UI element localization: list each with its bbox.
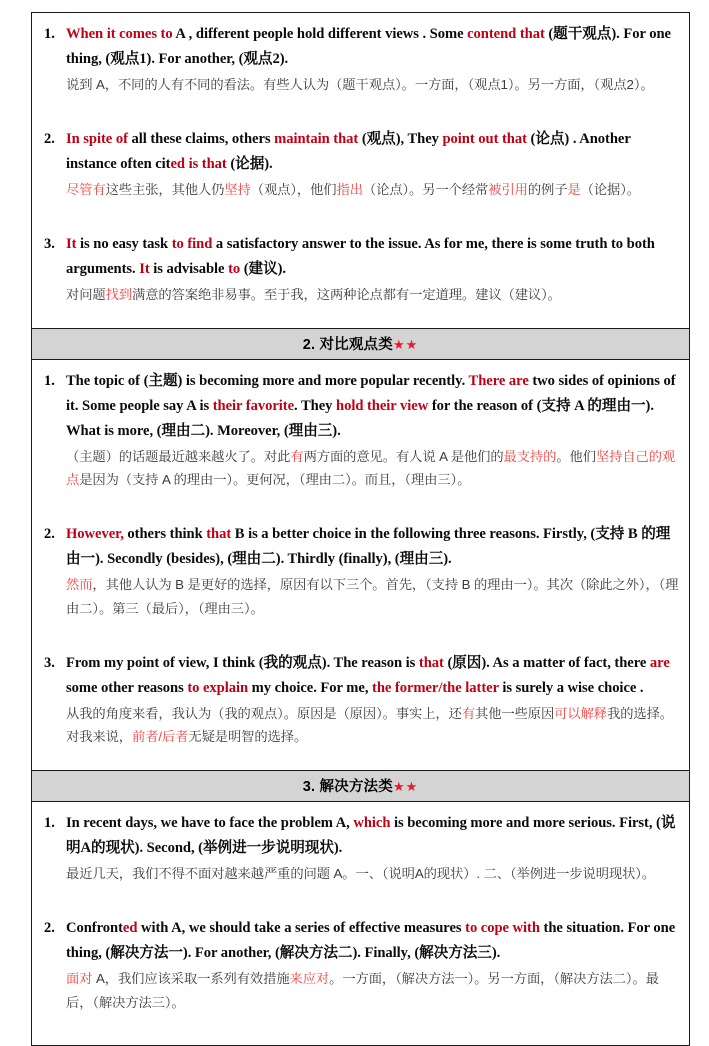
entry-number: 2. [44,130,55,147]
section-header-title: 3. 解决方法类 [302,779,393,796]
difficulty-stars-icon: ★★ [392,336,419,352]
en-highlight-run: When it comes to [66,26,173,42]
chinese-translation-text [66,862,679,886]
en-text-run: (题干观点). For one thing, (观点1). For another, (观点2). [66,26,671,68]
cn-highlight-run: 来应对 [289,971,330,987]
en-highlight-run: their favorite [212,397,295,414]
cn-text-run: 的例子 [527,182,568,198]
english-template-text [66,522,679,572]
cn-text-run: A，我们应该采取一系列有效措施 [92,971,290,987]
cn-highlight-run: 指出 [336,182,363,198]
en-text-run: In recent days, we have to face the problem A, [66,815,354,832]
cn-text-run: 从我的角度来看，我认为（我的观点）。原因是（原因）。事实上，还 [66,705,462,721]
entry-number: 1. [44,815,55,832]
en-text-run: is advisable [149,260,229,277]
entry-body [66,22,679,97]
en-highlight-run: It [139,260,150,277]
english-template-text [66,369,679,444]
cn-highlight-run: 被引用 [488,182,528,198]
chinese-translation-text [66,967,679,1014]
en-text-run: is becoming more and more serious. First, (说明A的现状). Second, (举例进一步说明现状). [66,815,676,857]
en-highlight-run: that [206,526,232,543]
cn-text-run: 两方面的意见。有人说 A 是他们的 [303,448,504,464]
cn-text-run: （主题）的话题最近越来越火了。对此 [66,448,291,464]
en-text-run: (建议). [240,260,287,277]
en-text-run: is surely a wise choice . [498,679,644,696]
en-text-run: (观点), They [358,130,443,147]
entry-body [66,811,679,886]
en-highlight-run: ed is that [170,155,227,172]
list-item [32,118,689,211]
entry-number: 3. [44,654,55,671]
en-text-run: B is a better choice in the following three reasons. Firstly, (支持 B 的理由一). Secondly (besides), (理由二). Thirdly (finally), (理由三). [66,526,671,568]
chinese-translation-text [66,283,679,307]
list-item [32,223,689,316]
entry-number: 2. [44,919,55,936]
cn-text-run: 最近几天，我们不得不面对越来越严重的问题 A。一、（说明A的现状）. 二、（举例进一步说明现状）。 [66,866,656,882]
en-highlight-run: the former/the latter [372,679,499,696]
cn-text-run: 对问题 [66,286,106,302]
chinese-translation-text [66,178,679,202]
english-template-text [66,651,679,701]
en-text-run: the situation. For one thing, (解决方法一). For another, (解决方法二). Finally, (解决方法三). [66,919,676,962]
cn-text-run: 这些主张，其他人仍 [105,182,225,198]
en-highlight-run: which [353,815,391,832]
en-highlight-run: are [649,654,670,671]
entry-spacer [32,501,689,513]
list-item [32,907,689,1024]
cn-highlight-run: 尽管有 [66,182,106,198]
english-template-text [66,22,679,72]
cn-highlight-run: 面对 [66,971,93,987]
entry-number: 2. [44,526,55,543]
entry-number: 1. [44,372,55,389]
en-highlight-run: In spite of [66,130,128,147]
en-highlight-run: There are [468,372,529,389]
cn-highlight-run: 然而 [66,577,93,593]
cn-text-run: 是因为（支持 A 的理由一）。更何况，（理由二）。而且，（理由三）。 [79,472,471,488]
entry-spacer [32,316,689,328]
en-text-run: some other reasons [66,679,188,696]
en-text-run: a satisfactory answer to the issue. As for me, there is some truth to both arguments. [66,235,655,277]
cn-highlight-run: 坚持自己的观点 [66,448,676,488]
entry-number: 1. [44,26,55,42]
template-table [31,12,690,1046]
cn-text-run: 。一方面，（解决方法一）。另一方面，（解决方法二）。最后，（解决方法三）。 [66,971,659,1010]
en-text-run: others think [123,526,207,543]
entry-spacer [32,211,689,223]
en-highlight-run: However, [66,526,124,543]
cn-text-run: 无疑是明智的选择。 [188,729,308,745]
cn-highlight-run: 有 [461,705,476,721]
cn-text-run: （论点）。另一个经常 [362,182,489,198]
cn-highlight-run: 最支持的 [503,448,557,464]
en-text-run: From my point of view, I think (我的观点). The reason is [66,654,419,671]
en-highlight-run: maintain that [274,130,359,147]
entry-body [66,522,679,621]
english-template-text [66,916,679,966]
entry-spacer [32,1023,689,1045]
cn-text-run: （观点），他们 [250,182,337,198]
list-item [32,642,689,759]
entry-body [66,916,679,1015]
list-item [32,13,689,106]
en-text-run: (论点) . Another instance often cit [66,130,631,172]
english-template-text [66,232,679,282]
cn-highlight-run: 坚持 [224,182,251,198]
entry-body [66,651,679,750]
en-highlight-run: to find [171,235,213,252]
entry-body [66,369,679,493]
en-text-run: The topic of (主题) is becoming more and more popular recently. [66,372,469,389]
cn-text-run: 满意的答案绝非易事。至于我，这两种论点都有一定道理。建议（建议）。 [132,286,561,302]
cn-highlight-run: 找到 [105,286,132,302]
entry-body [66,232,679,307]
cn-text-run: 。他们 [556,448,596,464]
en-highlight-run: point out that [442,130,527,147]
en-text-run: for the reason of (支持 A 的理由一). What is more, (理由二). Moreover, (理由三). [66,397,654,439]
english-template-text [66,811,679,861]
en-text-run: with A, we should take a series of effective measures [137,919,466,936]
section-header-title: 2. 对比观点类 [302,336,393,353]
list-item [32,513,689,630]
entry-number: 3. [44,235,55,252]
en-highlight-run: hold their view [336,397,429,414]
cn-highlight-run: 是 [567,182,581,198]
chinese-translation-text [66,573,679,620]
en-text-run: . They [294,397,336,414]
cn-highlight-run: 有 [290,448,304,464]
en-text-run: is no easy task [76,235,172,252]
en-text-run: all these claims, others [127,130,275,147]
en-highlight-run: to cope with [465,919,540,936]
en-highlight-run: It [66,235,77,252]
en-text-run: two sides of opinions of it. Some people say A is [66,372,676,414]
en-text-run: Confront [66,919,123,936]
cn-text-run: 其他一些原因 [475,705,555,721]
cn-text-run: 我的选择。对我来说， [66,705,673,745]
section-header-section-2 [32,328,689,360]
entry-spacer [32,895,689,907]
section-header-section-3 [32,770,689,802]
chinese-translation-text [66,445,679,492]
en-highlight-run: to explain [187,679,249,696]
cn-highlight-run: 前者/后者 [131,729,189,745]
en-highlight-run: ed [122,919,138,936]
chinese-translation-text [66,702,679,749]
list-item [32,802,689,895]
en-highlight-run: contend that [467,26,545,42]
entry-spacer [32,106,689,118]
entry-spacer [32,758,689,770]
entry-spacer [32,630,689,642]
en-text-run: (原因). As a matter of fact, there [443,654,650,671]
chinese-translation-text [66,73,679,97]
en-highlight-run: to [228,260,241,277]
en-highlight-run: that [418,654,444,671]
cn-text-run: ，其他人认为 B 是更好的选择，原因有以下三个。首先，（支持 B 的理由一）。其次（除此之外），（理由二）。第三（最后），（理由三）。 [66,577,679,616]
english-template-text [66,127,679,177]
cn-highlight-run: 可以解释 [554,705,607,721]
en-text-run: (论据). [226,155,273,172]
entry-body [66,127,679,202]
cn-text-run: 说到 A，不同的人有不同的看法。有些人认为（题干观点）。一方面，（观点1）。另一方面，（观点2）。 [66,77,654,93]
cn-text-run: （论据）。 [580,182,640,198]
en-text-run: my choice. For me, [248,679,373,696]
list-item [32,360,689,502]
en-text-run: A , different people hold different views . Some [172,26,468,42]
difficulty-stars-icon: ★★ [392,779,419,795]
